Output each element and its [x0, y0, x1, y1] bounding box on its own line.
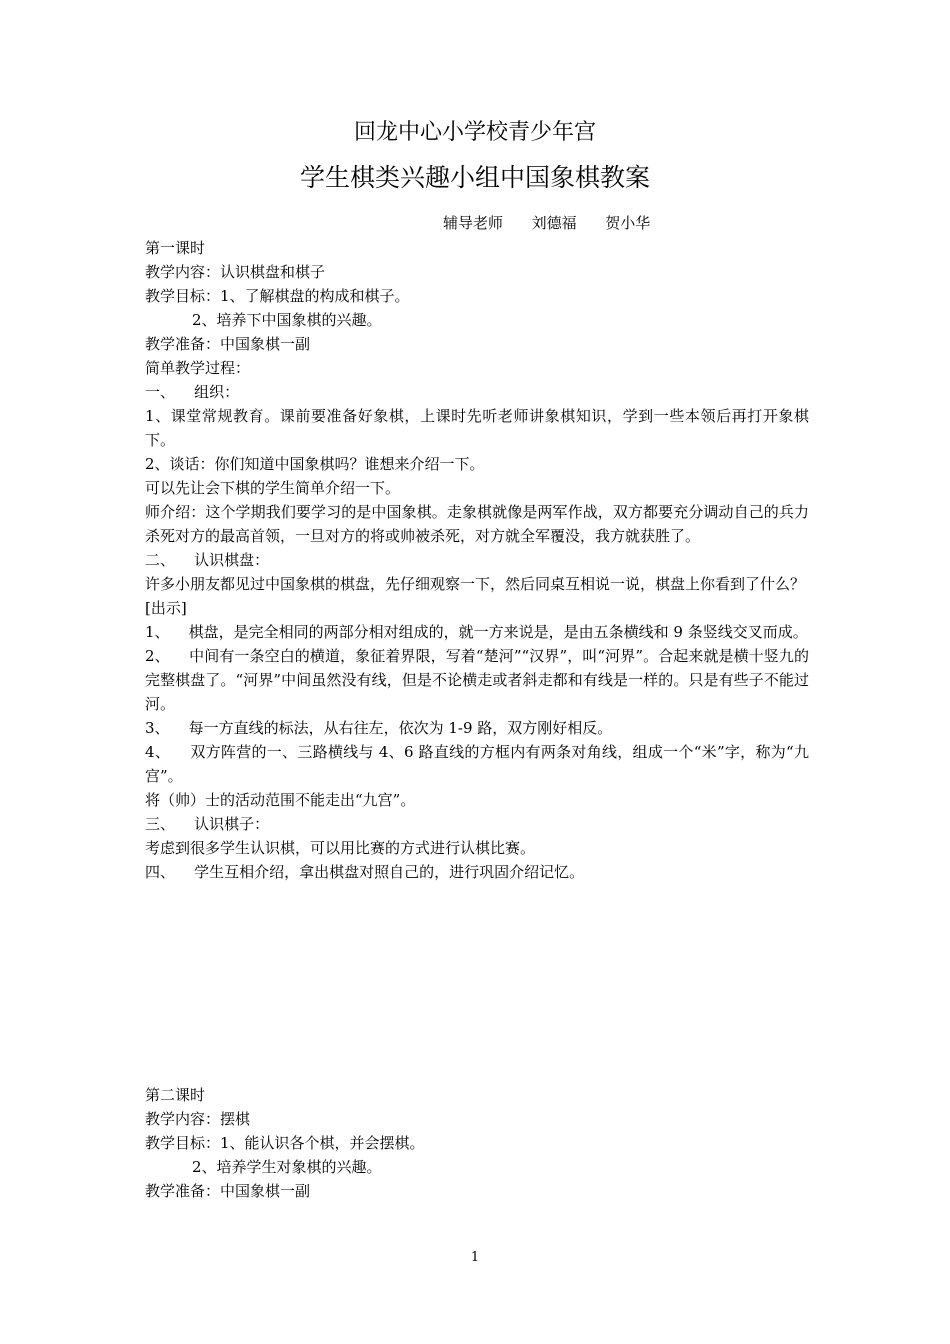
school-name: 回龙中心小学校青少年宫 [353, 120, 596, 145]
step-pieces: 三、 认识棋子： [145, 815, 270, 833]
paragraph: 将（帅）士的活动范围不能走出“九宫”。 [145, 791, 416, 809]
step-board: 二、 认识棋盘： [145, 551, 270, 569]
authors-line: 辅导老师 刘德福 贺小华 [443, 214, 651, 232]
paragraph: [出示] [145, 599, 187, 617]
teaching-content: 教学内容：认识棋盘和棋子 [145, 263, 326, 281]
lesson-heading: 第二课时 [145, 1086, 206, 1104]
paragraph: 1、课堂常规教育。课前要准备好象棋，上课时先听老师讲象棋知识，学到一些本领后再打开象棋下。 [145, 407, 809, 449]
paragraph: 考虑到很多学生认识棋，可以用比赛的方式进行认棋比赛。 [145, 839, 536, 857]
teaching-goal: 教学目标：1、了解棋盘的构成和棋子。 [145, 287, 410, 305]
lesson-1-section [145, 236, 809, 884]
page-number: 1 [470, 1250, 480, 1265]
paragraph: 许多小朋友都见过中国象棋的棋盘，先仔细观察一下，然后同桌互相说一说，棋盘上你看到了什么？ [145, 575, 806, 593]
list-item: 3、 每一方直线的标法，从右往左，依次为 1-9 路，双方刚好相反。 [145, 719, 613, 737]
lesson-2-section [145, 1083, 809, 1203]
list-item: 1、 棋盘，是完全相同的两部分相对组成的，就一方来说是，是由五条横线和 9 条竖线交叉而成。 [145, 623, 808, 641]
step-review: 四、 学生互相介绍，拿出棋盘对照自己的，进行巩固介绍记忆。 [145, 863, 585, 881]
teaching-prep: 教学准备：中国象棋一副 [145, 1182, 311, 1200]
process-heading: 简单教学过程： [145, 359, 251, 377]
teaching-goal: 教学目标：1、能认识各个棋，并会摆棋。 [145, 1134, 425, 1152]
teaching-content: 教学内容：摆棋 [145, 1110, 251, 1128]
paragraph: 师介绍：这个学期我们要学习的是中国象棋。走象棋就像是两军作战，双方都要充分调动自己的兵力杀死对方的最高首领，一旦对方的将或帅被杀死，对方就全军覆没，我方就获胜了。 [145, 503, 809, 545]
teaching-goal-2: 2、培养下中国象棋的兴趣。 [192, 311, 382, 329]
paragraph: 可以先让会下棋的学生简单介绍一下。 [145, 479, 401, 497]
teaching-goal-2: 2、培养学生对象棋的兴趣。 [192, 1158, 382, 1176]
document-title: 学生棋类兴趣小组中国象棋教案 [299, 163, 650, 192]
teaching-prep: 教学准备：中国象棋一副 [145, 335, 311, 353]
paragraph: 2、谈话：你们知道中国象棋吗？谁想来介绍一下。 [145, 455, 485, 473]
lesson-heading: 第一课时 [145, 239, 206, 257]
list-item: 4、 双方阵营的一、三路横线与 4、6 路直线的方框内有两条对角线，组成一个“米”字，称为“九宫”。 [145, 743, 809, 785]
list-item: 2、 中间有一条空白的横道，象征着界限，写着“楚河”“汉界”，叫“河界”。合起来就是横十竖九的完整棋盘了。“河界”中间虽然没有线，但是不论横走或者斜走都和有线是一样的。只是有些子不能过河。 [145, 647, 809, 713]
step-organize: 一、 组织： [145, 383, 240, 401]
